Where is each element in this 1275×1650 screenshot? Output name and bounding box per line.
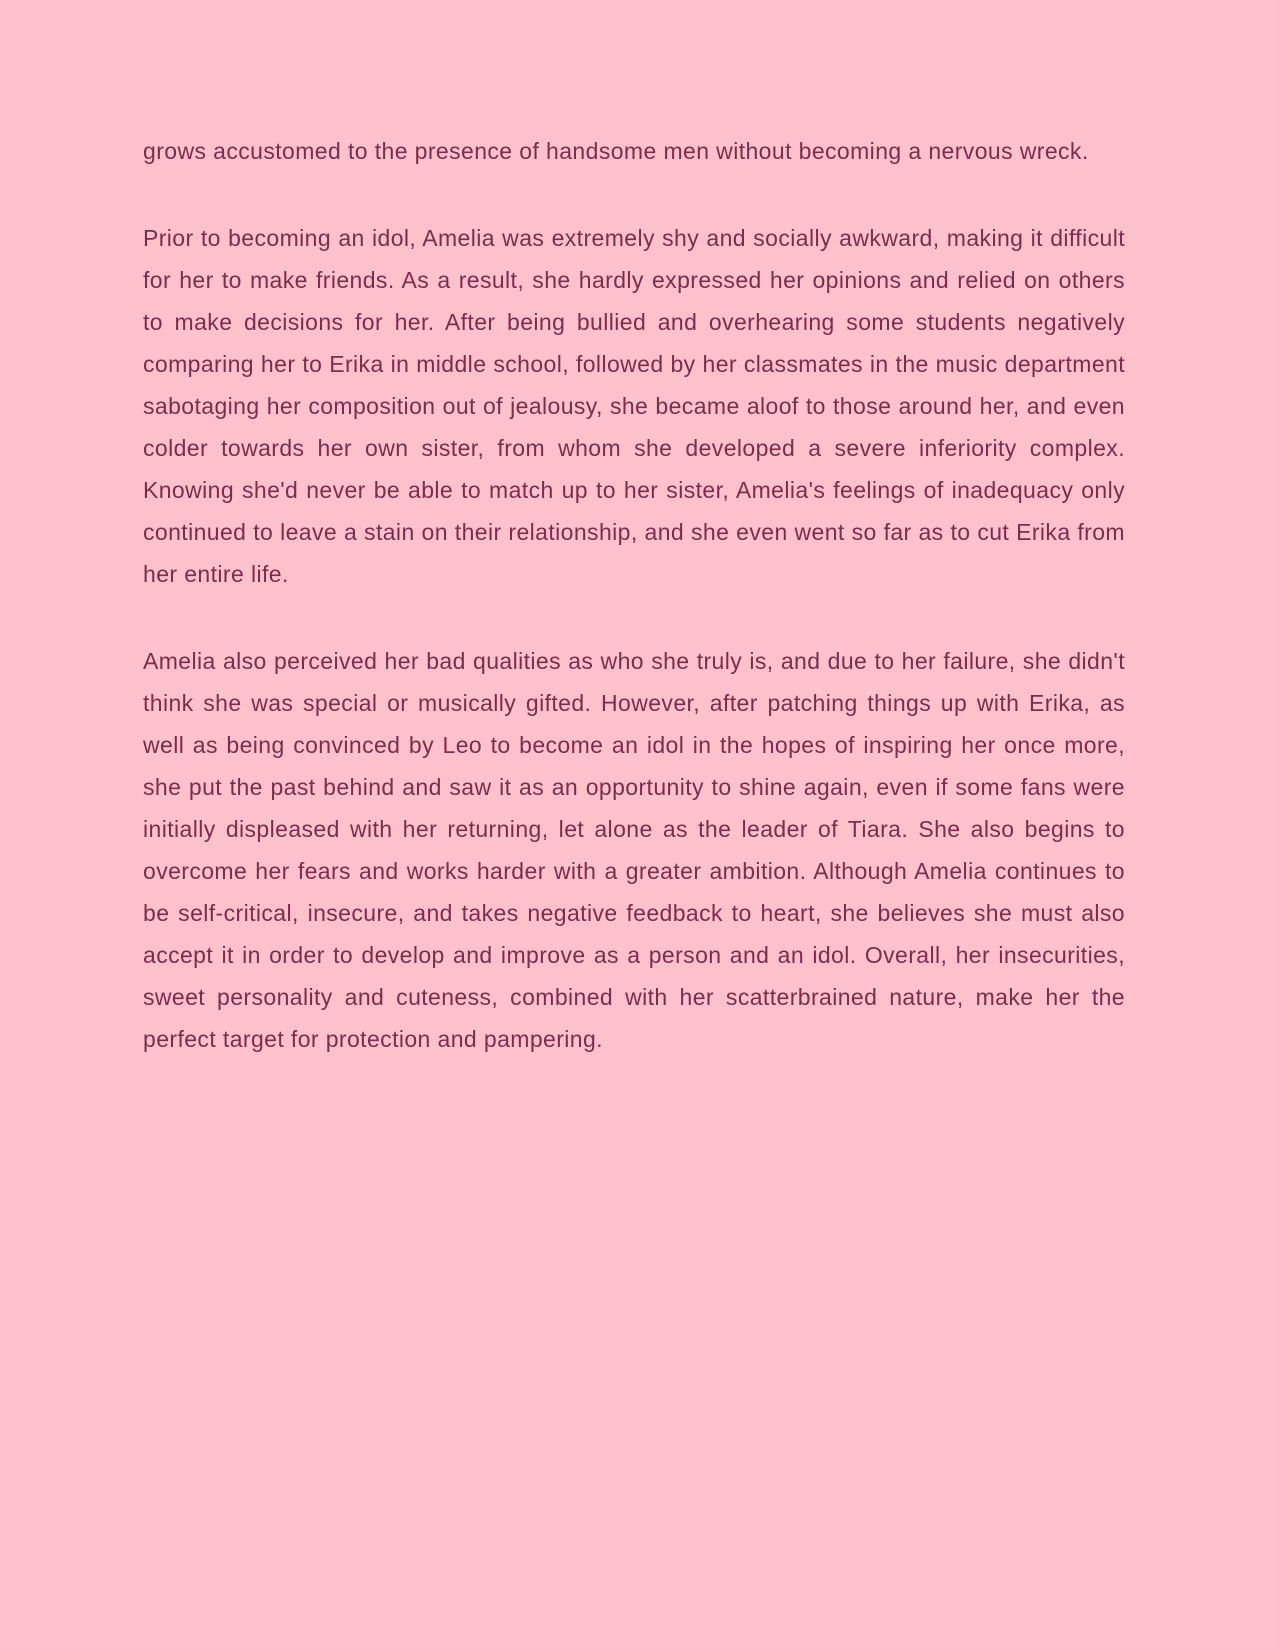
paragraph-continuation: grows accustomed to the presence of handsome men without becoming a nervous wreck. [143, 138, 1089, 164]
paragraph-backstory: Prior to becoming an idol, Amelia was extremely shy and socially awkward, making it difficult for her to make friends. As a result, she hardly expressed her opinions and relied on others to make decisions for her. After being bullied and overhearing some students negatively comparing her to Erika in middle school, followed by her classmates in the music department sabotaging her composition out of jealousy, she became aloof to those around her, and even colder towards her own sister, from whom she developed a severe inferiority complex. Knowing she'd never be able to match up to her sister, Amelia's feelings of inadequacy only continued to leave a stain on their relationship, and she even went so far as to cut Erika from her entire life. [143, 225, 1125, 587]
paragraph-personality: Amelia also perceived her bad qualities as who she truly is, and due to her failure, she didn't think she was special or musically gifted. However, after patching things up with Erika, as well as being convinced by Leo to become an idol in the hopes of inspiring her once more, she put the past behind and saw it as an opportunity to shine again, even if some fans were initially displeased with her returning, let alone as the leader of Tiara. She also begins to overcome her fears and works harder with a greater ambition. Although Amelia continues to be self-critical, insecure, and takes negative feedback to heart, she believes she must also accept it in order to develop and improve as a person and an idol. Overall, her insecurities, sweet personality and cuteness, combined with her scatterbrained nature, make her the perfect target for protection and pampering. [143, 648, 1125, 1052]
